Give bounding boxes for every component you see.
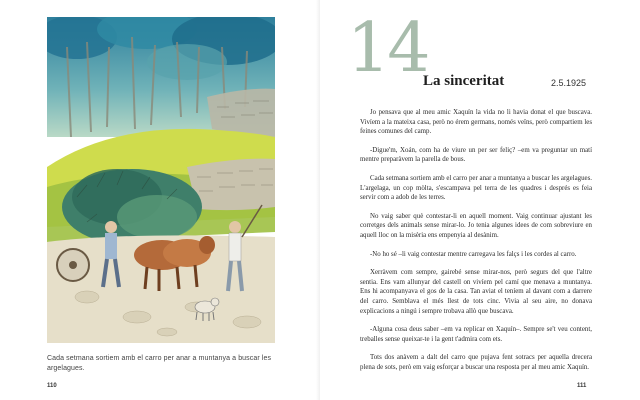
- paragraph: Jo pensava que al meu amic Xaquín la vida no li havia donat el que buscava. Vivíem a la mateixa casa, però no érem germans, només veïns, però compartiem les feines comunes del camp.: [360, 109, 592, 136]
- chapter-number: 14: [347, 9, 428, 88]
- paragraph: -No ho sé –li vaig contestar mentre carregava les falçs i les cordes al carro.: [370, 250, 577, 258]
- right-page-number: 111: [577, 383, 587, 389]
- left-page-number: 110: [47, 383, 57, 389]
- paragraph: -Alguna cosa deus saber –em va replicar en Xaquín–. Sempre se't veu content, treballes sense queixar-te i la gent t'admira com ets.: [360, 326, 592, 343]
- chapter-body: [360, 108, 592, 381]
- chapter-title: La sinceritat: [423, 73, 505, 89]
- paragraph: Tots dos anàvem a dalt del carro que pujava fent sotracs per aquella drecera plena de sots, però em vaig esforçar a buscar una resposta per al meu amic Xaquín.: [360, 354, 592, 371]
- chapter-date: 2.5.1925: [551, 78, 587, 88]
- illustration-caption: Cada setmana sortiem amb el carro per anar a muntanya a buscar les argelagues.: [47, 355, 272, 372]
- paragraph: -Digue'm, Xoán, com ha de viure un per ser feliç? –em va preguntar un matí mentre preparàvem la parella de bous.: [360, 146, 592, 164]
- paragraph: Xerràvem com sempre, gairebé sense mirar-nos, però segurs del que l'altre sentia. Ens vam allunyar del castell on vivíem pel camí que menava a muntanya. Ens hi acompanyava el gos de la casa. Tan aviat el teníem al davant com a darrere del carro. Semblava el més llest de tots cinc. Vivia al seu aire, no donava explicacions a ningú i sempre trobava allò que buscava.: [360, 269, 592, 315]
- watercolor-illustration: [47, 17, 275, 343]
- paragraph: Cada setmana sortiem amb el carro per anar a muntanya a buscar les argelagues. L'argelaga, un cop mòlta, s'escampava pel terra de les quadres i després es feia servir com a adob de les terres.: [360, 174, 592, 202]
- paragraph: No vaig saber què contestar-li en aquell moment. Vaig continuar ajustant les corretges dels animals sense mirar-lo. Jo tenia algunes idees de com sobreviure en aquell lloc on la misèria ens empenyia al desànim.: [360, 212, 592, 239]
- oxcart-scene-image: [47, 17, 275, 343]
